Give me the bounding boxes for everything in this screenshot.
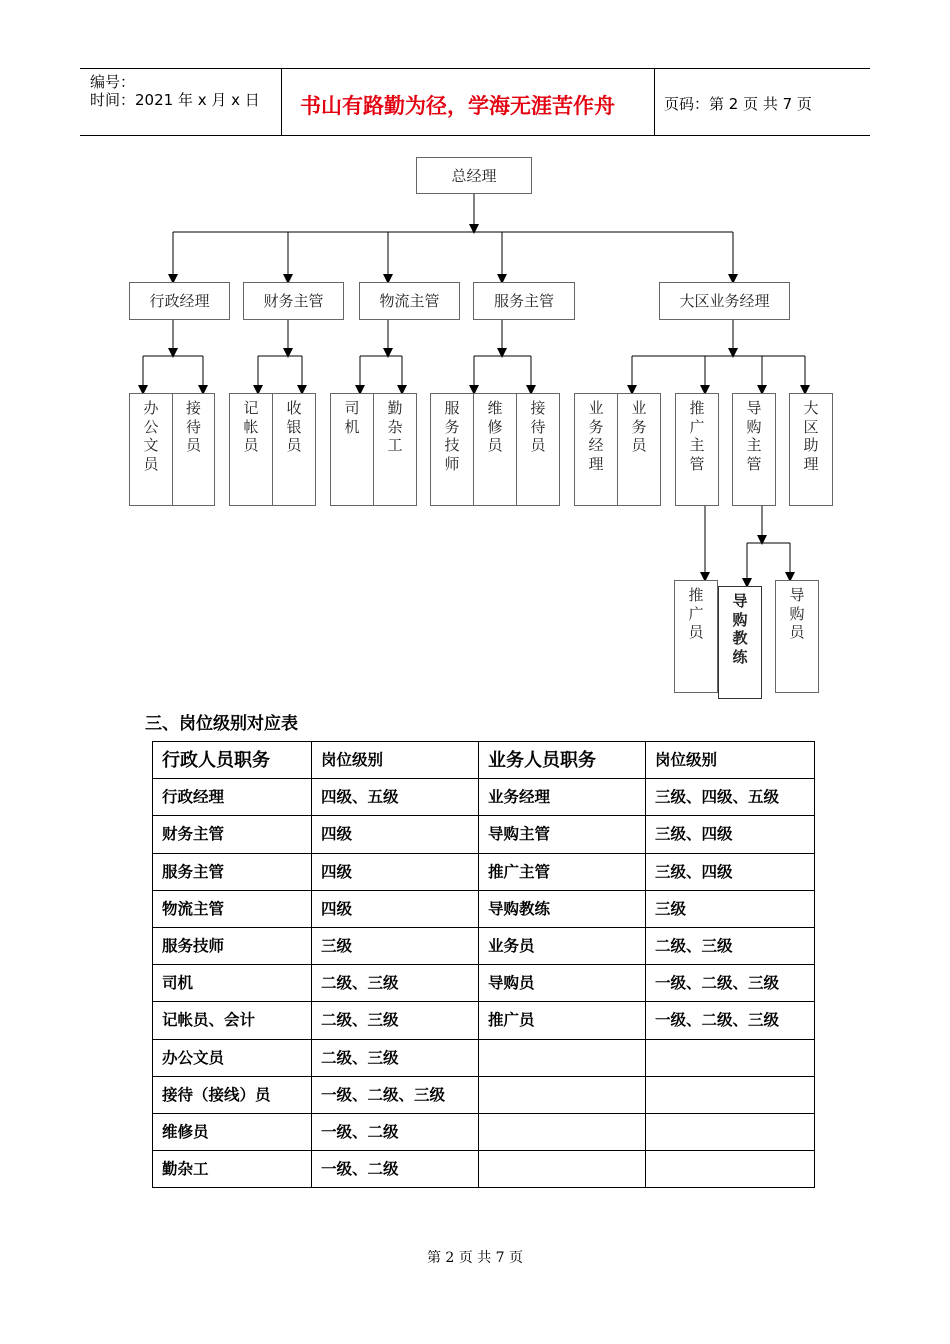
org-node-label: 维修员 [487, 399, 503, 454]
org-node-label: 接待员 [185, 399, 201, 454]
org-node-label: 业务经理 [588, 399, 604, 473]
table-cell: 办公文员 [153, 1039, 312, 1076]
org-node-staff [172, 393, 215, 506]
org-node-staff [272, 393, 316, 506]
table-cell: 服务技师 [153, 927, 312, 964]
table-cell: 二级、三级 [646, 927, 815, 964]
org-node-label: 收银员 [286, 399, 302, 454]
table-cell: 物流主管 [153, 890, 312, 927]
table-cell: 一级、二级、三级 [646, 965, 815, 1002]
org-node-label: 导购主管 [746, 399, 762, 473]
table-cell: 维修员 [153, 1113, 312, 1150]
table-cell: 二级、三级 [312, 965, 479, 1002]
section-title: 三、岗位级别对应表 [145, 714, 298, 734]
table-cell: 行政经理 [153, 779, 312, 816]
table-cell: 四级 [312, 816, 479, 853]
org-node-manager [659, 282, 790, 320]
position-level-table [152, 741, 815, 1188]
table-cell: 司机 [153, 965, 312, 1002]
table-cell: 接待（接线）员 [153, 1076, 312, 1113]
org-node-label: 导购教练 [732, 592, 748, 666]
org-node-label: 勤杂工 [387, 399, 403, 454]
table-cell: 推广员 [479, 1002, 646, 1039]
org-node-staff [732, 393, 776, 506]
org-node-label: 司机 [344, 399, 360, 436]
table-cell: 三级、四级、五级 [646, 779, 815, 816]
table-header-cell: 岗位级别 [312, 742, 479, 779]
header-date-label: 时间：2021 年 x 月 x 日 [90, 91, 260, 109]
table-cell: 三级、四级 [646, 816, 815, 853]
table-cell: 一级、二级 [312, 1151, 479, 1188]
org-node-label: 物流主管 [379, 292, 440, 310]
table-cell [646, 1151, 815, 1188]
table-row [153, 927, 815, 964]
org-node-manager [243, 282, 344, 320]
org-node-root [416, 157, 532, 194]
table-cell: 二级、三级 [312, 1002, 479, 1039]
table-row [153, 853, 815, 890]
org-node-label: 服务主管 [493, 292, 554, 310]
table-row [153, 1002, 815, 1039]
table-cell: 导购主管 [479, 816, 646, 853]
org-node-manager [473, 282, 575, 320]
table-cell: 三级 [312, 927, 479, 964]
table-cell: 三级、四级 [646, 853, 815, 890]
org-node-manager [359, 282, 460, 320]
org-node-label: 导购员 [789, 586, 805, 641]
table-cell: 服务主管 [153, 853, 312, 890]
table-row [153, 1076, 815, 1113]
org-node-staff [129, 393, 173, 506]
header-number-label: 编号： [90, 73, 136, 91]
table-header-row [153, 742, 815, 779]
org-node-label: 推广主管 [689, 399, 705, 473]
org-node-sub-staff [674, 580, 718, 693]
header-motto: 书山有路勤为径，学海无涯苦作舟 [300, 94, 615, 118]
org-node-staff [617, 393, 661, 506]
table-cell: 二级、三级 [312, 1039, 479, 1076]
org-node-staff [473, 393, 517, 506]
org-node-label: 业务员 [631, 399, 647, 454]
table-cell [646, 1113, 815, 1150]
table-cell: 业务经理 [479, 779, 646, 816]
table-row [153, 1039, 815, 1076]
table-cell [646, 1039, 815, 1076]
org-node-staff [574, 393, 618, 506]
table-row [153, 965, 815, 1002]
table-cell: 导购教练 [479, 890, 646, 927]
org-node-staff [675, 393, 719, 506]
org-node-manager [129, 282, 230, 320]
table-cell: 勤杂工 [153, 1151, 312, 1188]
table-cell: 导购员 [479, 965, 646, 1002]
header-page-label: 页码：第 2 页 共 7 页 [664, 95, 812, 113]
table-cell: 四级 [312, 890, 479, 927]
table-cell: 推广主管 [479, 853, 646, 890]
table-cell: 记帐员、会计 [153, 1002, 312, 1039]
org-node-staff [516, 393, 560, 506]
table-cell: 四级、五级 [312, 779, 479, 816]
table-cell: 三级 [646, 890, 815, 927]
org-node-label: 记帐员 [243, 399, 259, 454]
table-cell: 财务主管 [153, 816, 312, 853]
table-cell: 一级、二级、三级 [312, 1076, 479, 1113]
table-row [153, 890, 815, 927]
org-node-staff [373, 393, 417, 506]
table-cell [479, 1076, 646, 1113]
org-node-label: 推广员 [688, 586, 704, 641]
table-header-cell: 行政人员职务 [153, 742, 312, 779]
table-row [153, 1113, 815, 1150]
table-cell: 一级、二级 [312, 1113, 479, 1150]
org-node-label: 行政经理 [149, 292, 210, 310]
org-node-sub-staff [718, 586, 762, 699]
org-node-staff [789, 393, 833, 506]
table-header-cell: 业务人员职务 [479, 742, 646, 779]
org-node-label: 大区助理 [803, 399, 819, 473]
table-cell: 业务员 [479, 927, 646, 964]
table-row [153, 1151, 815, 1188]
org-node-label: 大区业务经理 [679, 292, 770, 310]
table-row [153, 816, 815, 853]
org-node-staff [330, 393, 374, 506]
table-header-cell: 岗位级别 [646, 742, 815, 779]
table-cell [479, 1113, 646, 1150]
table-cell: 一级、二级、三级 [646, 1002, 815, 1039]
org-node-root-label: 总经理 [451, 166, 497, 185]
table-row [153, 779, 815, 816]
org-node-label: 服务技师 [444, 399, 460, 473]
table-cell: 四级 [312, 853, 479, 890]
table-cell [479, 1151, 646, 1188]
org-node-label: 接待员 [530, 399, 546, 454]
org-node-sub-staff [775, 580, 819, 693]
page-footer: 第 2 页 共 7 页 [426, 1250, 524, 1266]
org-node-staff [430, 393, 474, 506]
org-node-staff [229, 393, 273, 506]
org-node-label: 办公文员 [143, 399, 159, 473]
org-node-label: 财务主管 [263, 292, 324, 310]
table-cell [646, 1076, 815, 1113]
table-cell [479, 1039, 646, 1076]
